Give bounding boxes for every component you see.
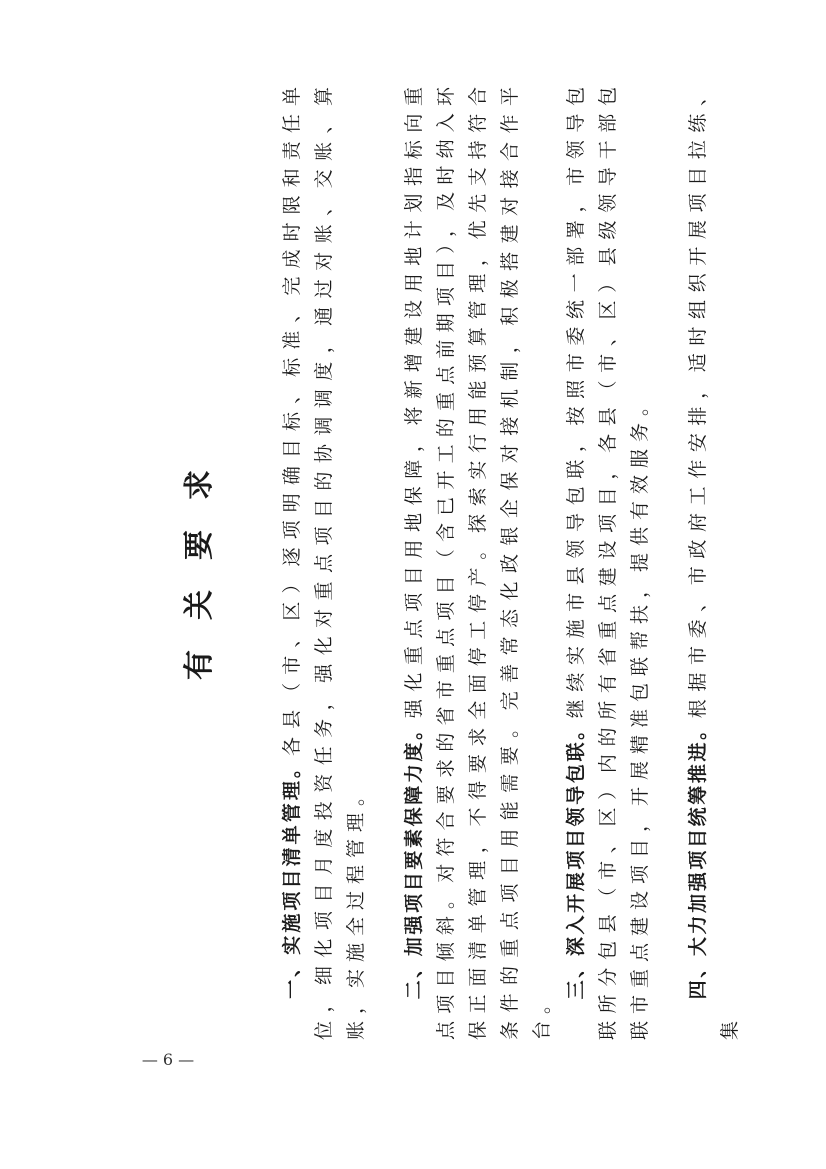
page-number: — 6 — xyxy=(141,1050,195,1069)
paragraph-1-body: 各县（市、区）逐项明确目标、标准、完成时限和责任单位，细化项目月度投资任务，强化对重点项目的协调调度，通过对账、交账、算账，实施全过程管理。 xyxy=(281,80,367,1040)
paragraph-1 xyxy=(276,80,372,1040)
paragraph-3-heading: 三、深入开展项目领导包联。 xyxy=(565,718,587,1000)
paragraph-4 xyxy=(682,80,746,1040)
paragraph-4-body: 根据市委、市政府工作安排，适时组织开展项目拉练、集 xyxy=(687,80,741,1040)
paragraph-2 xyxy=(398,80,558,1040)
paragraph-4-heading: 四、大力加强项目统筹推进。 xyxy=(687,718,709,1000)
rotated-content xyxy=(152,80,741,1040)
paragraph-3-body: 继续实施市县领导包联，按照市委统一部署，市领导包联所分包县（市、区）内的所有省重点建设项目，各县（市、区）县级领导干部包联市重点建设项目，开展精准包联帮扶，提供有效服务。 xyxy=(565,80,651,1040)
paragraph-1-heading: 一、实施项目清单管理。 xyxy=(281,756,303,1000)
paragraph-2-body: 强化重点项目用地保障，将新增建设用地计划指标向重点项目倾斜。对符合要求的省市重点项目（含已开工的重点前期项目），及时纳入环保正面清单管理，不得要求全面停工停产。探索实行用能预算管理，优先支持符合条件的重点项目用能需要。完善常态化政银企保对接机制，积极搭建对接合作平台。 xyxy=(403,80,553,1040)
paragraph-2-heading: 二、加强项目要素保障力度。 xyxy=(403,718,425,1000)
page-title: 有关要求 xyxy=(182,440,217,680)
paragraph-3 xyxy=(560,80,656,1040)
